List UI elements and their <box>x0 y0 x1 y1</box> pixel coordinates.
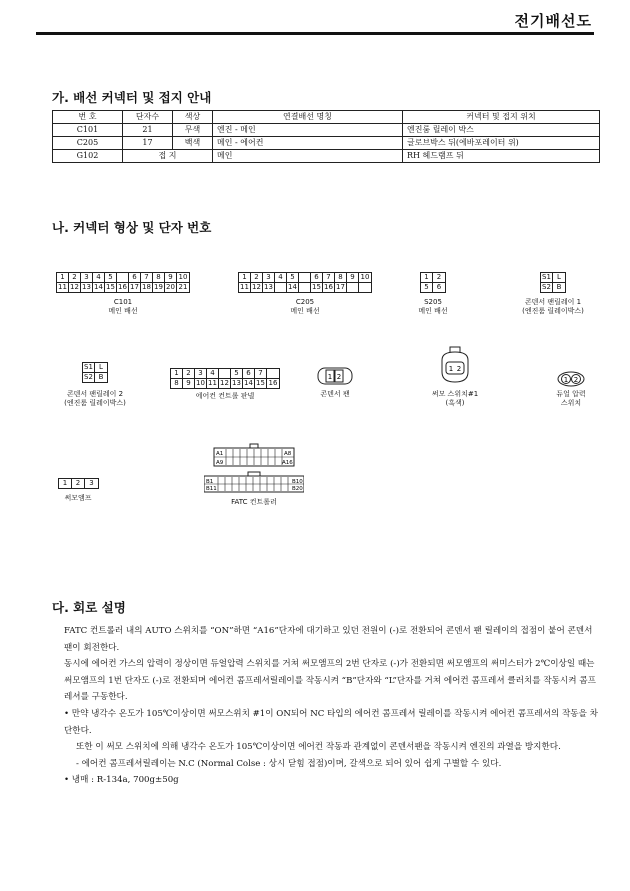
pin-cell: S2 <box>83 373 95 382</box>
table-header-row <box>53 111 600 124</box>
col-color: 색상 <box>173 111 213 124</box>
s205-caption <box>408 298 458 316</box>
cond-fan-label: 콘덴서 팬 <box>320 390 350 398</box>
section-b-title: 나. 커넥터 형상 및 단자 번호 <box>52 220 212 235</box>
fatc-a9: A9 <box>216 460 224 466</box>
circuit-description <box>52 623 600 789</box>
key-mark-icon <box>224 362 232 368</box>
relay2-label2: (엔진룸 릴레이박스) <box>64 399 126 407</box>
cell-name: 메인 - 에어컨 <box>213 137 403 150</box>
header-rule <box>36 32 594 35</box>
pin-cell: 7 <box>141 273 153 283</box>
thermo-switch-caption <box>420 390 490 408</box>
connector-relay2 <box>82 362 108 383</box>
pin-cell: 16 <box>323 283 335 292</box>
relay1-label1: 콘덴서 팬릴레이 1 <box>524 298 582 306</box>
key-mark-icon <box>294 266 302 272</box>
pin-cell <box>275 283 287 292</box>
pin-cell: 6 <box>243 369 255 379</box>
relay2-label1: 콘덴서 팬릴레이 2 <box>66 390 124 398</box>
connector-ac-panel <box>170 368 280 389</box>
key-mark-icon <box>548 266 556 272</box>
pin-cell: 17 <box>335 283 347 292</box>
pin-cell: 8 <box>153 273 165 283</box>
fatc-b10: B10 <box>292 479 303 485</box>
dual-switch-caption <box>546 390 596 408</box>
c205-code: C205 <box>295 298 315 306</box>
cell-name: 엔진 - 메인 <box>213 124 403 137</box>
pin-cell: 5 <box>105 273 117 283</box>
thermo-switch-label1: 써모 스위치#1 <box>431 390 479 398</box>
col-location: 커넥터 및 접지 위치 <box>403 111 600 124</box>
s205-label: 메인 배선 <box>418 307 448 315</box>
relay2-caption <box>50 390 140 408</box>
pin-cell <box>359 283 371 292</box>
cell-color: 백색 <box>173 137 213 150</box>
pin-cell: 2 <box>183 369 195 379</box>
fatc-b11: B11 <box>206 486 217 492</box>
pin-cell: 8 <box>335 273 347 283</box>
c205-caption <box>238 298 372 316</box>
pin-cell: 13 <box>81 283 93 292</box>
connector-dual-switch <box>556 370 586 388</box>
pin-cell: 15 <box>311 283 323 292</box>
pin-cell: 12 <box>219 379 231 388</box>
pin-cell: B <box>556 283 562 291</box>
connector-fatc <box>204 442 304 498</box>
header-title: 전기배선도 <box>514 12 592 30</box>
cell-color: 무색 <box>173 124 213 137</box>
section-c-title: 다. 회로 설명 <box>52 600 126 615</box>
connector-c101 <box>56 272 190 293</box>
fatc-a16: A16 <box>282 460 293 466</box>
table-row <box>53 137 600 150</box>
pin-cell: 2 <box>251 273 263 283</box>
pin-cell: 11 <box>207 379 219 388</box>
key-mark-icon <box>112 266 120 272</box>
c101-caption <box>56 298 190 316</box>
pin-cell: 1 <box>57 273 69 283</box>
pin-cell <box>299 283 311 292</box>
pin-cell <box>299 273 311 283</box>
connector-c205 <box>238 272 372 293</box>
pin-cell: 9 <box>165 273 177 283</box>
fatc-label: FATC 컨트롤러 <box>231 498 277 506</box>
table-row <box>53 124 600 137</box>
pin-cell: 6 <box>129 273 141 283</box>
dual-switch-pin: 1 <box>563 376 569 384</box>
ac-panel-label: 에어컨 컨트롤 판넬 <box>195 392 255 400</box>
bullet-1-note: 또한 이 써모 스위치에 의해 냉각수 온도가 105℃이상이면 에어컨 작동과 관계없이 콘덴서팬을 작동시켜 엔진의 과열을 방지한다. <box>76 742 561 753</box>
dual-switch-label2: 스위치 <box>560 399 582 407</box>
pin-cell <box>347 283 359 292</box>
cond-fan-pin: 1 <box>327 373 333 381</box>
c101-label: 메인 배선 <box>108 307 138 315</box>
bullet-2: • 냉매 : R-134a, 700g±50g <box>64 775 179 786</box>
pin-cell: 20 <box>165 283 177 292</box>
pin-cell: L <box>553 273 565 283</box>
pin-cell: 2 <box>69 273 81 283</box>
relay1-caption <box>508 298 598 316</box>
section-a-title: 가. 배선 커넥터 및 접지 안내 <box>52 90 212 105</box>
pin-cell: B <box>98 373 104 381</box>
paragraph-1: FATC 컨트롤러 내의 AUTO 스위치를 “ON”하면 “A16”단자에 대기하고 있던 전원이 (-)로 전환되어 콘덴서 팬 릴레이의 접점이 붙어 콘덴서 팬이 회전한다. <box>64 626 593 653</box>
fatc-b20: B20 <box>292 486 303 492</box>
pin-cell: 3 <box>195 369 207 379</box>
pin-cell: 1 <box>421 273 433 283</box>
pin-cell: 12 <box>251 283 263 292</box>
pin-cell: 8 <box>171 379 183 388</box>
cell-pins: 17 <box>123 137 173 150</box>
pin-cell: 19 <box>153 283 165 292</box>
pin-cell: 3 <box>81 273 93 283</box>
connector-thermo-amp <box>58 478 99 489</box>
fatc-a8: A8 <box>284 451 292 457</box>
pin-cell: 16 <box>117 283 129 292</box>
fatc-caption <box>204 498 304 507</box>
pin-cell: 5 <box>421 283 433 292</box>
pin-cell: 1 <box>239 273 251 283</box>
dual-switch-pin: 2 <box>573 376 579 384</box>
col-no: 번 호 <box>53 111 123 124</box>
connector-relay1 <box>540 272 566 293</box>
cell-no: C101 <box>53 124 123 137</box>
thermo-amp-label: 써모앰프 <box>64 494 92 502</box>
pin-cell: 13 <box>263 283 275 292</box>
fatc-b1: B1 <box>206 479 214 485</box>
pin-cell: 5 <box>287 273 299 283</box>
pin-cell: 17 <box>129 283 141 292</box>
thermo-switch-pin: 1 <box>448 365 454 373</box>
pin-cell: 13 <box>231 379 243 388</box>
pin-cell: 14 <box>287 283 299 292</box>
pin-cell: 15 <box>255 379 267 388</box>
pin-cell: S1 <box>541 273 553 283</box>
pin-cell: S2 <box>541 283 553 292</box>
connector-table <box>52 110 600 163</box>
pin-cell: S1 <box>83 363 95 373</box>
pin-cell: 1 <box>59 479 72 488</box>
pin-cell: 9 <box>347 273 359 283</box>
cell-location: 엔진룸 릴레이 박스 <box>403 124 600 137</box>
pin-cell: 7 <box>323 273 335 283</box>
pin-cell: 3 <box>89 479 94 487</box>
pin-cell: 1 <box>171 369 183 379</box>
pin-cell: 5 <box>231 369 243 379</box>
cell-location: RH 헤드램프 뒤 <box>403 150 600 163</box>
thermo-switch-pin: 2 <box>456 365 462 373</box>
fatc-a1: A1 <box>216 451 224 457</box>
pin-cell: 16 <box>268 379 278 387</box>
pin-cell: 2 <box>433 273 445 283</box>
pin-cell: 14 <box>243 379 255 388</box>
paragraph-2: 동시에 에어컨 가스의 압력이 정상이면 듀얼압력 스위치를 거쳐 써모앰프의 2번 단자로 (-)가 전환되면 써모앰프의 써미스터가 2℃이상일 때는 써모앰프의 1번 단자도 (-)로 전환되며 에어컨 콤프레셔릴레이를 작동시켜 “B”단자와 “L”단자를 거쳐 에어컨 콤프레셔 클러치를 작동시켜 콤프레셔를 구동한다. <box>64 659 596 703</box>
pin-cell: 4 <box>275 273 287 283</box>
thermo-amp-caption <box>50 494 106 503</box>
pin-cell: 10 <box>195 379 207 388</box>
pin-cell: 10 <box>178 273 188 281</box>
pin-cell: L <box>95 363 107 373</box>
s205-code: S205 <box>424 298 442 306</box>
pin-cell <box>117 273 129 283</box>
pin-cell: 7 <box>255 369 267 379</box>
pin-cell <box>219 369 231 379</box>
col-pins: 단자수 <box>123 111 173 124</box>
thermo-switch-label2: (흑색) <box>445 399 465 407</box>
ac-panel-caption <box>170 392 280 401</box>
cell-no: C205 <box>53 137 123 150</box>
bullet-1: • 만약 냉각수 온도가 105℃이상이면 써모스위치 #1이 ON되어 NC 타입의 에어컨 콤프레셔 릴레이를 작동시켜 에어컨 콤프레셔의 작동을 차단한다. <box>64 708 598 736</box>
cell-pins: 21 <box>123 124 173 137</box>
pin-cell: 21 <box>178 283 188 291</box>
pin-cell: 2 <box>72 479 85 488</box>
connector-cond-fan <box>316 364 354 388</box>
pin-cell: 14 <box>93 283 105 292</box>
pin-cell: 4 <box>93 273 105 283</box>
cell-pins-color: 접 지 <box>123 150 213 163</box>
table-row <box>53 150 600 163</box>
pin-cell: 11 <box>57 283 69 292</box>
connector-thermo-switch <box>438 346 472 386</box>
c101-code: C101 <box>113 298 133 306</box>
relay1-label2: (엔진룸 릴레이박스) <box>522 307 584 315</box>
cell-no: G102 <box>53 150 123 163</box>
col-name: 연결배선 명칭 <box>213 111 403 124</box>
pin-cell: 3 <box>263 273 275 283</box>
pin-cell: 6 <box>436 283 442 291</box>
cell-location: 글로브박스 뒤(에바포레이터 위) <box>403 137 600 150</box>
pin-cell: 12 <box>69 283 81 292</box>
bullet-1-sub: - 에어컨 콤프레셔릴레이는 N.C (Normal Colse : 상시 닫힘 접점)이며, 갈색으로 되어 있어 쉽게 구별할 수 있다. <box>76 758 502 769</box>
pin-cell: 6 <box>311 273 323 283</box>
c205-label: 메인 배선 <box>290 307 320 315</box>
pin-cell: 11 <box>239 283 251 292</box>
pin-cell <box>267 369 279 379</box>
cond-fan-caption <box>310 390 360 399</box>
cell-name: 메인 <box>213 150 403 163</box>
pin-cell: 9 <box>183 379 195 388</box>
cond-fan-pin: 2 <box>336 373 342 381</box>
pin-cell: 10 <box>360 273 370 281</box>
dual-switch-label1: 듀얼 압력 <box>556 390 586 398</box>
pin-cell: 18 <box>141 283 153 292</box>
pin-cell: 4 <box>207 369 219 379</box>
key-mark-icon <box>90 356 98 362</box>
pin-cell: 15 <box>105 283 117 292</box>
connector-s205 <box>420 272 446 293</box>
